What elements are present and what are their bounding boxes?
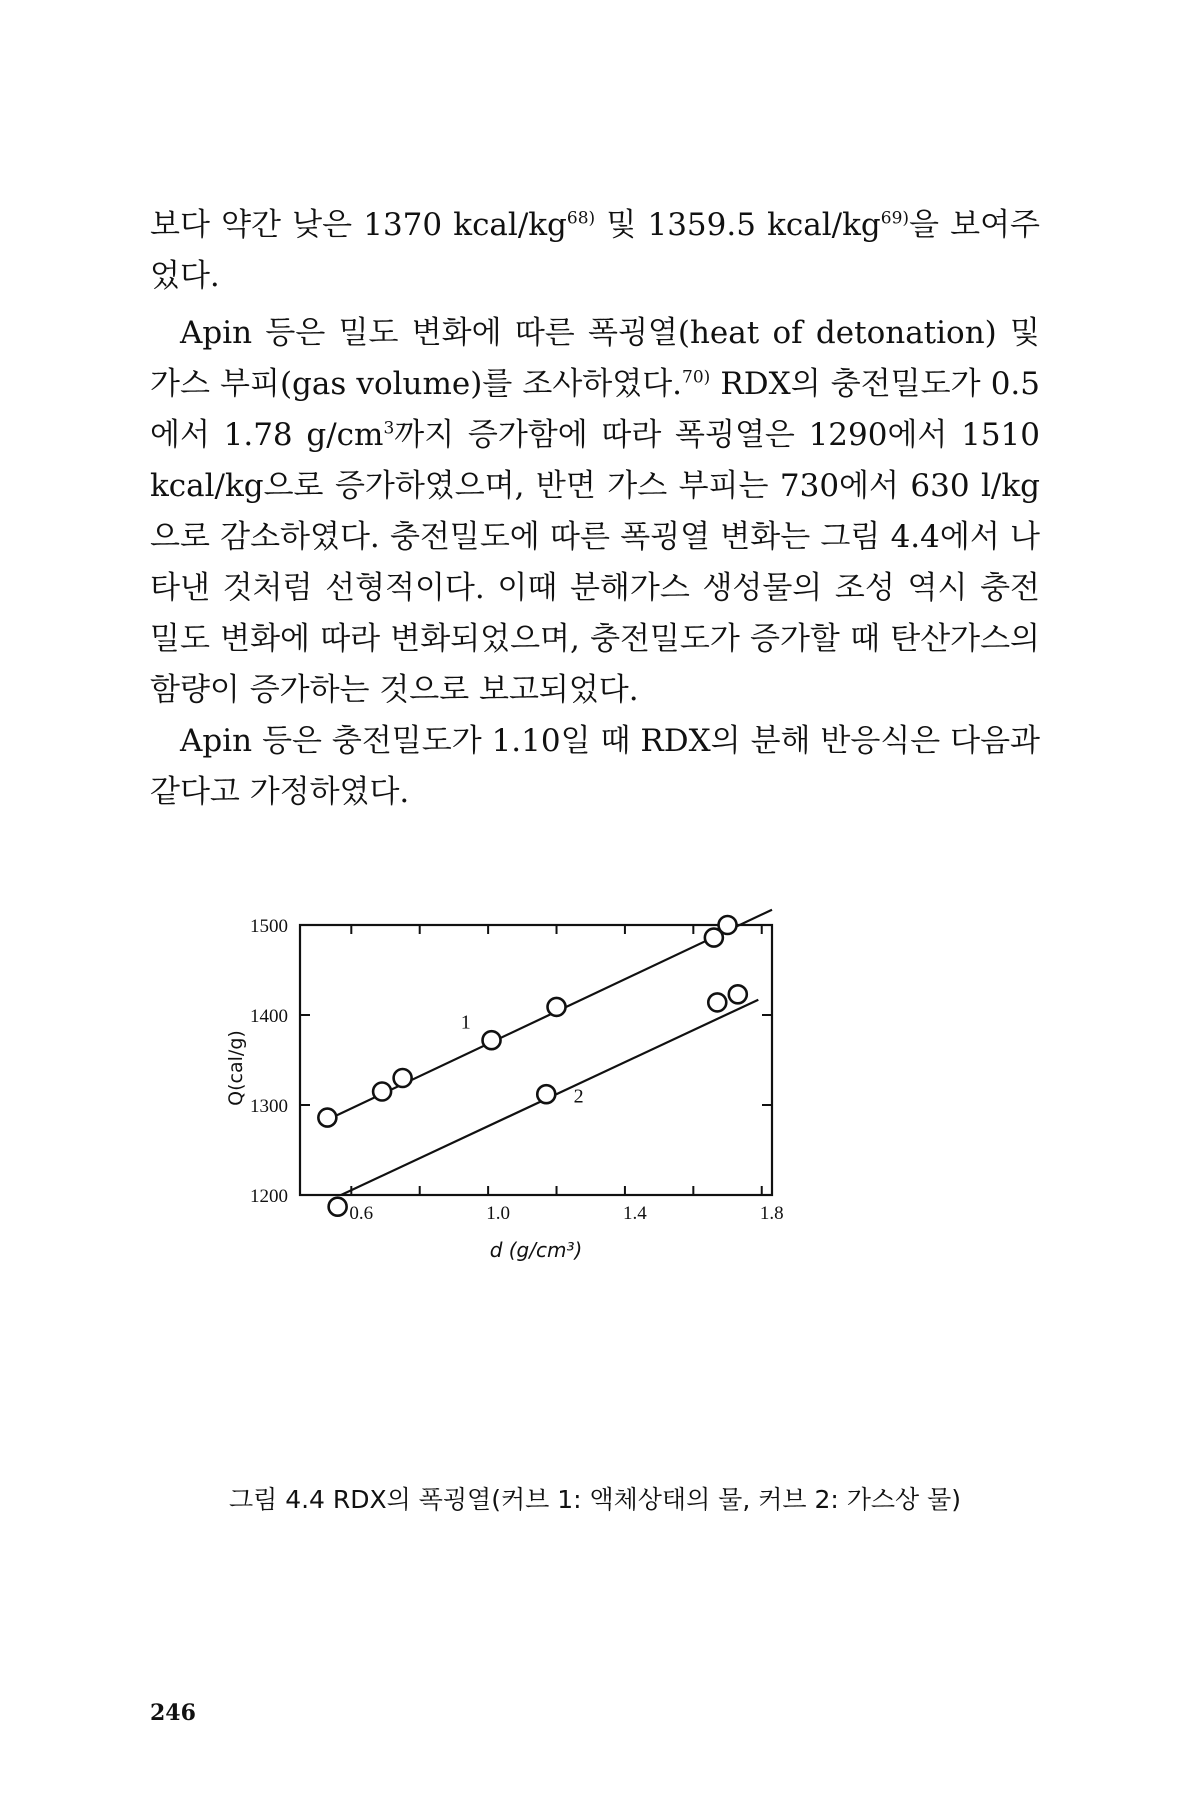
y-tick-label: 1500 [250, 916, 288, 937]
detonation-heat-chart [220, 870, 920, 1450]
data-point-curve-1 [719, 916, 737, 934]
data-point-curve-1 [373, 1083, 391, 1101]
y-tick-label: 1300 [250, 1096, 288, 1117]
y-tick-label: 1400 [250, 1006, 288, 1027]
x-tick-label: 0.6 [349, 1203, 374, 1224]
paragraph-2 [150, 308, 1040, 716]
data-point-curve-2 [729, 985, 747, 1003]
footnote-ref: 68) [566, 208, 596, 229]
data-point-curve-2 [329, 1198, 347, 1216]
footnote-ref: 3 [383, 418, 395, 439]
curve-2-label: 2 [573, 1085, 584, 1108]
text-segment: 까지 증가함에 따라 폭굉열은 1290에서 1510 kcal/kg으로 증가하였으며, 반면 가스 부피는 730에서 630 l/kg으로 감소하였다. 충전밀도에 따른 폭굉열 변화는 그림 4.4에서 나타낸 것처럼 선형적이다. 이때 분해가스 생성물의 조성 역시 충전밀도 변화에 따라 변화되었으며, 충전밀도가 증가할 때 탄산가스의 함량이 증가하는 것으로 보고되었다. [150, 417, 1040, 708]
data-point-curve-1 [548, 998, 566, 1016]
paragraph-1 [150, 200, 1040, 302]
y-tick-label: 1200 [250, 1186, 288, 1207]
x-tick-label: 1.8 [759, 1203, 784, 1224]
page-number: 246 [150, 1700, 196, 1726]
data-point-curve-2 [708, 993, 726, 1011]
text-segment: Apin 등은 충전밀도가 1.10일 때 RDX의 분해 반응식은 다음과 같다고 가정하였다. [150, 723, 1040, 810]
x-tick-label: 1.4 [623, 1203, 647, 1224]
x-axis-label: d (g/cm³) [489, 1238, 583, 1262]
figure-caption: 그림 4.4 RDX의 폭굉열(커브 1: 액체상태의 물, 커브 2: 가스상 물) [228, 1485, 962, 1514]
x-tick-label: 1.0 [486, 1203, 510, 1224]
data-point-curve-1 [483, 1031, 501, 1049]
text-segment: Apin 등은 밀도 변화에 따른 폭굉열(heat of detonation) 및 가스 부피(gas volume)를 조사하였다. [150, 315, 1040, 402]
data-point-curve-2 [537, 1085, 555, 1103]
plot-frame [300, 925, 772, 1195]
figure-4-4 [220, 870, 920, 1450]
text-segment: 및 1359.5 kcal/kg [595, 207, 881, 243]
footnote-ref: 69) [880, 208, 910, 229]
footnote-ref: 70) [682, 367, 711, 388]
text-segment: 을 보여주었다. [150, 207, 1040, 294]
data-point-curve-1 [318, 1109, 336, 1127]
text-segment: 보다 약간 낮은 1370 kcal/kg [150, 207, 567, 243]
data-point-curve-1 [394, 1069, 412, 1087]
paragraph-3 [150, 716, 1040, 818]
body-text [150, 200, 1040, 818]
y-axis-label: Q(cal/g) [225, 1030, 247, 1106]
curve-1-label: 1 [460, 1011, 471, 1034]
text-segment: RDX의 충전밀도가 0.5에서 1.78 g/cm [150, 366, 1040, 453]
